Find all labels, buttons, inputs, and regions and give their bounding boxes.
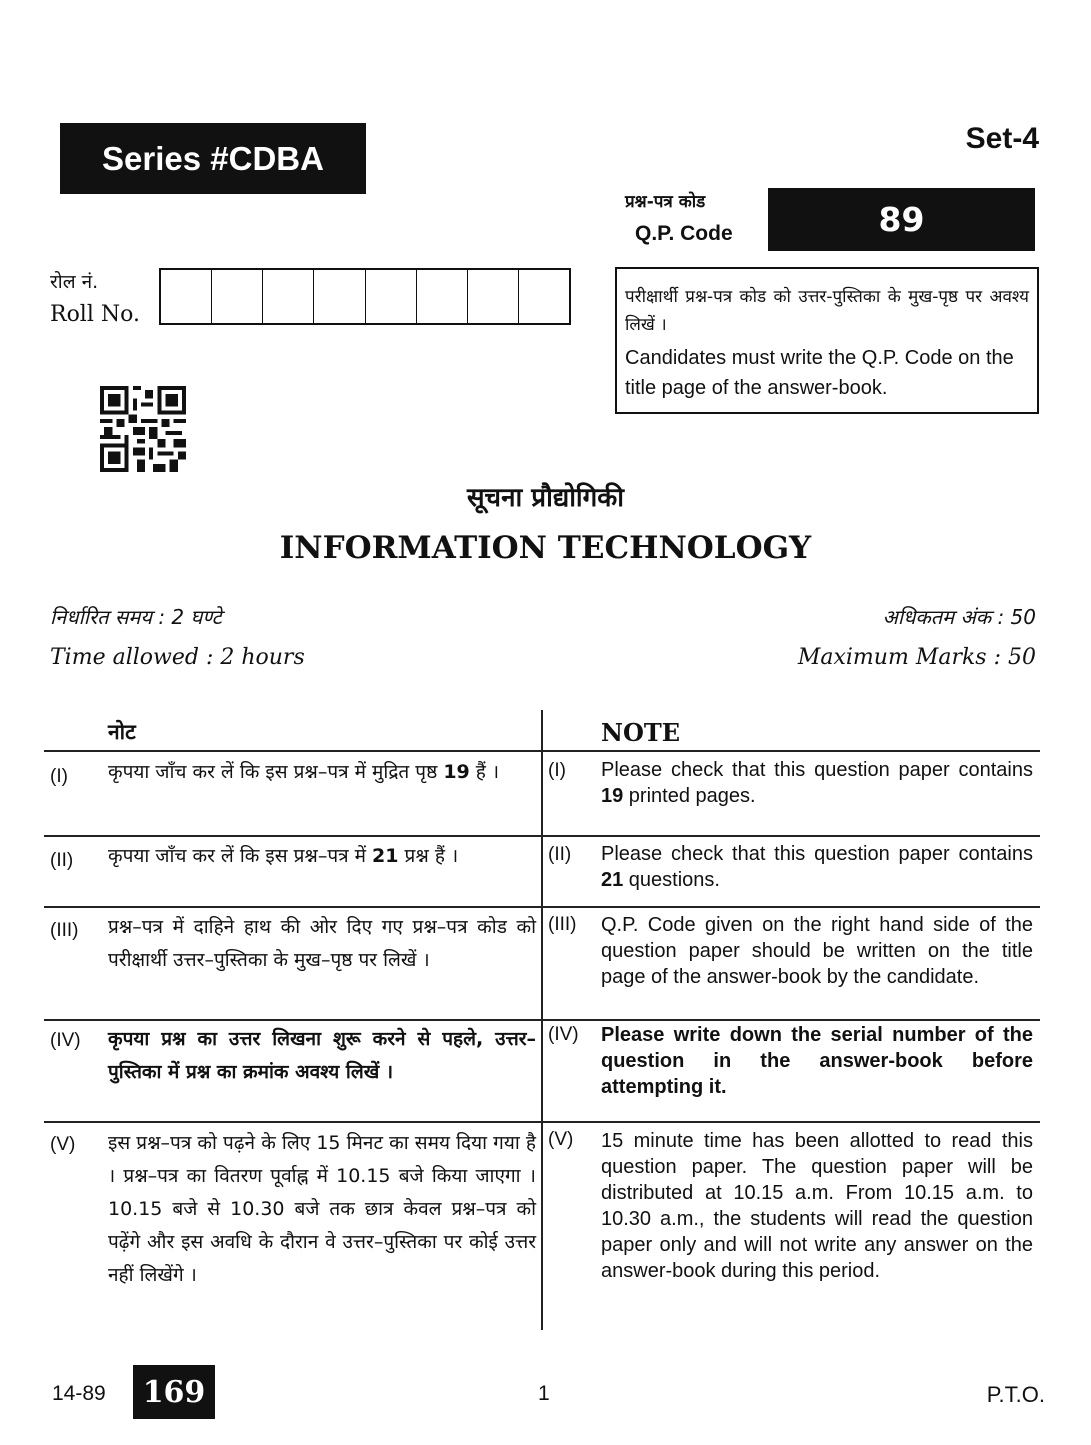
page-number: 1 <box>538 1382 550 1405</box>
note-text-hindi: इस प्रश्न–पत्र को पढ़ने के लिए 15 मिनट का समय दिया गया है । प्रश्न–पत्र का वितरण पूर्वाह्न में 10.15 बजे किया जाएगा । 10.15 बजे से 10.30 बजे तक छात्र केवल प्रश्न–पत्र को पढ़ेंगे और इस अवधि के दौरान वे उत्तर–पुस्तिका पर कोई उत्तर नहीं लिखेंगे । <box>108 1132 536 1286</box>
roll-number-label-hindi: रोल नं. <box>50 271 99 293</box>
footer-paper-code: 14-89 <box>52 1382 106 1405</box>
time-allowed-hindi: निर्धारित समय : 2 घण्टे <box>50 605 222 629</box>
footer-number-box: 169 <box>133 1365 215 1419</box>
roll-number-cell[interactable] <box>519 270 569 323</box>
note-text-hindi: प्रश्न–पत्र में दाहिने हाथ की ओर दिए गए प्रश्न–पत्र कोड को परीक्षार्थी उत्तर–पुस्तिका के मुख–पृष्ठ पर लिखें । <box>108 916 536 971</box>
maximum-marks-hindi: अधिकतम अंक : 50 <box>882 605 1036 629</box>
row-divider <box>44 1019 1040 1021</box>
roll-number-label: Roll No. <box>50 302 140 327</box>
qp-code-value: 89 <box>768 188 1035 251</box>
qp-code-label: Q.P. Code <box>635 222 733 245</box>
qp-code-label-hindi: प्रश्न-पत्र कोड <box>625 192 706 212</box>
roll-number-boxes <box>159 268 571 325</box>
roll-number-cell[interactable] <box>161 270 212 323</box>
row-divider <box>44 1121 1040 1123</box>
note-text: Q.P. Code given on the right hand side of the question paper should be written on the title page of the answer-book by the candidate. <box>601 914 1033 988</box>
note-text: 15 minute time has been allotted to read this question paper. The question paper will be distributed at 10.15 a.m. From 10.15 a.m. to 10.30 a.m., the students will read the question paper only and will not write any answer on the answer-book during this period. <box>601 1130 1033 1282</box>
note-number-hindi: (V) <box>50 1134 76 1155</box>
note-number-hindi: (IV) <box>50 1030 81 1051</box>
roll-number-cell[interactable] <box>468 270 519 323</box>
time-allowed: Time allowed : 2 hours <box>50 645 305 670</box>
notice-text: Candidates must write the Q.P. Code on the title page of the answer-book. <box>625 347 1014 399</box>
note-text: Please check that this question paper contains 19 printed pages. <box>601 759 1033 807</box>
please-turn-over: P.T.O. <box>986 1382 1045 1407</box>
row-divider <box>44 750 1040 752</box>
series-label: Series #CDBA <box>60 123 366 194</box>
note-text-hindi: कृपया जाँच कर लें कि इस प्रश्न–पत्र में मुद्रित पृष्ठ 19 हैं । <box>108 761 500 783</box>
qp-code-notice <box>615 267 1039 414</box>
note-number: (IV) <box>548 1024 579 1045</box>
maximum-marks: Maximum Marks : 50 <box>797 645 1036 670</box>
row-divider <box>44 906 1040 908</box>
note-text: Please write down the serial number of the question in the answer-book before attempting it. <box>601 1024 1033 1098</box>
note-number: (I) <box>548 760 566 781</box>
roll-number-cell[interactable] <box>263 270 314 323</box>
notice-text-hindi: परीक्षार्थी प्रश्न-पत्र कोड को उत्तर-पुस्तिका के मुख-पृष्ठ पर अवश्य लिखें । <box>625 287 1029 335</box>
note-number-hindi: (II) <box>50 850 74 871</box>
subject-title: INFORMATION TECHNOLOGY <box>279 530 812 566</box>
row-divider <box>44 835 1040 837</box>
note-text-hindi: कृपया प्रश्न का उत्तर लिखना शुरू करने से पहले, उत्तर–पुस्तिका में प्रश्न का क्रमांक अवश्य लिखें । <box>108 1028 536 1083</box>
note-text: Please check that this question paper contains 21 questions. <box>601 843 1033 891</box>
note-heading: NOTE <box>601 718 680 747</box>
roll-number-cell[interactable] <box>366 270 417 323</box>
note-heading-hindi: नोट <box>108 720 136 744</box>
roll-number-cell[interactable] <box>417 270 468 323</box>
note-number: (V) <box>548 1129 574 1150</box>
note-number: (II) <box>548 844 572 865</box>
roll-number-cell[interactable] <box>314 270 365 323</box>
qr-code-icon <box>100 386 186 472</box>
roll-number-cell[interactable] <box>212 270 263 323</box>
note-number-hindi: (I) <box>50 766 68 787</box>
set-label: Set-4 <box>965 122 1039 155</box>
note-number: (III) <box>548 914 577 935</box>
subject-title-hindi: सूचना प्रौद्योगिकी <box>466 483 625 513</box>
note-text-hindi: कृपया जाँच कर लें कि इस प्रश्न–पत्र में 21 प्रश्न हैं । <box>108 845 459 867</box>
note-number-hindi: (III) <box>50 920 79 941</box>
